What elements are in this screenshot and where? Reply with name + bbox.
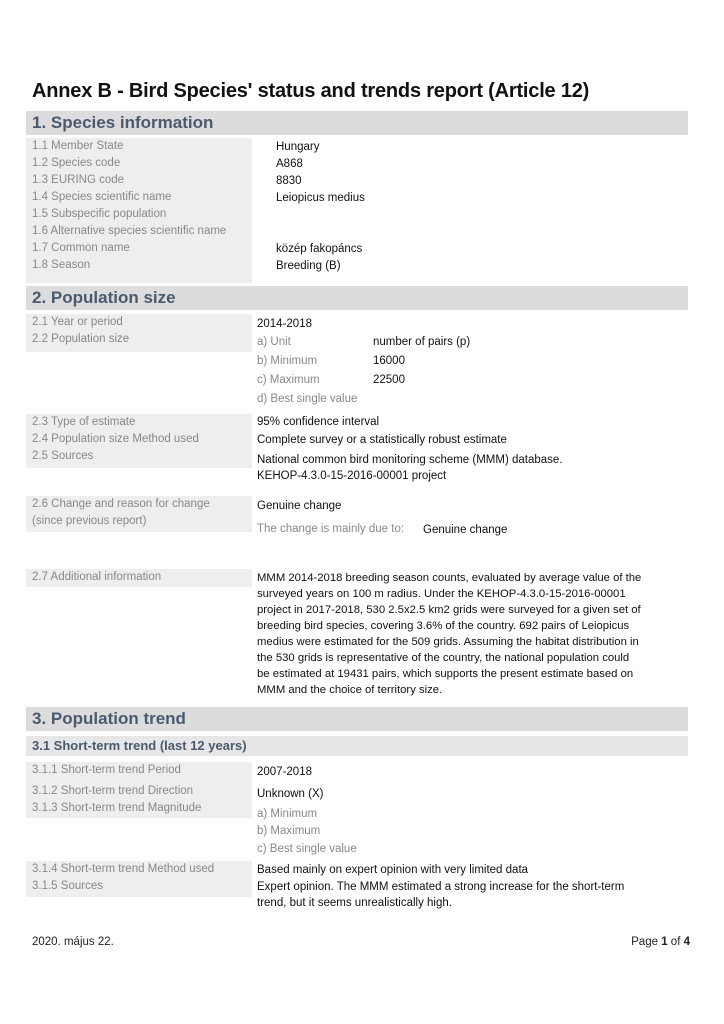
text-line: breeding bird species, covering 3.6% of the country. 692 pairs of Leiopicus	[257, 620, 630, 632]
member-state-value: Hungary	[276, 141, 320, 153]
reason-value: Genuine change	[423, 524, 508, 536]
text-line: the 530 grids is representative of the country, the national population could	[257, 652, 630, 664]
text-line: be estimated at 19431 pairs, which supports the present estimate based on	[257, 668, 634, 680]
row-label: 1.4 Species scientific name	[32, 191, 172, 203]
magnitude-min-label: a) Minimum	[257, 808, 318, 820]
text-line: project in 2017-2018, 530 2.5x2.5 km2 grids were surveyed for a given set of	[257, 604, 641, 616]
section-population-size	[26, 286, 688, 310]
sources-value: KEHOP-4.3.0-15-2016-00001 project	[257, 470, 447, 482]
row-label: 1.6 Alternative species scientific name	[32, 225, 227, 237]
label-block	[26, 414, 252, 468]
text-line: medius were estimated for the 509 grids. Assuming the habitat distribution in	[257, 636, 639, 648]
trend-period-value: 2007-2018	[257, 766, 312, 778]
text-line: MMM and the choice of territory size.	[257, 684, 443, 696]
section-heading: 2. Population size	[32, 288, 176, 307]
row-label: 2.7 Additional information	[32, 571, 162, 583]
minimum-label: b) Minimum	[257, 355, 318, 367]
section-species-information	[26, 111, 688, 135]
row-label: 2.4 Population size Method used	[32, 433, 199, 445]
page-current: 1	[661, 936, 668, 948]
row-label: (since previous report)	[32, 515, 147, 527]
row-label: 2.3 Type of estimate	[32, 416, 136, 428]
maximum-label: c) Maximum	[257, 374, 320, 386]
text-line: surveyed years on 100 m radius. Under the KEHOP-4.3.0-15-2016-00001	[257, 588, 626, 600]
change-value: Genuine change	[257, 500, 342, 512]
page-prefix: Page	[631, 936, 662, 948]
common-name-value: közép fakopáncs	[276, 243, 363, 255]
label-block	[26, 569, 252, 587]
estimate-type-value: 95% confidence interval	[257, 416, 380, 428]
label-column	[26, 138, 252, 283]
alt-name-value	[276, 224, 365, 241]
subsection-heading: 3.1 Short-term trend (last 12 years)	[32, 738, 247, 753]
unit-value: number of pairs (p)	[373, 336, 471, 348]
sources-value: National common bird monitoring scheme (MMM) database.	[257, 454, 563, 466]
value-column	[276, 139, 365, 275]
footer-date: 2020. május 22.	[32, 936, 114, 948]
magnitude-best-label: c) Best single value	[257, 843, 357, 855]
row-label: 2.5 Sources	[32, 450, 94, 462]
maximum-value: 22500	[373, 374, 405, 386]
label-block	[26, 762, 252, 818]
row-label: 1.8 Season	[32, 259, 91, 271]
row-label: 1.7 Common name	[32, 242, 130, 254]
scientific-name-value: Leiopicus medius	[276, 192, 365, 204]
row-label: 1.2 Species code	[32, 157, 121, 169]
season-value: Breeding (B)	[276, 260, 341, 272]
label-block	[26, 861, 252, 897]
year-value: 2014-2018	[257, 318, 312, 330]
trend-sources-value: Expert opinion. The MMM estimated a strong increase for the short-term	[257, 881, 625, 893]
page-of: of	[667, 936, 684, 948]
method-value: Complete survey or a statistically robust estimate	[257, 434, 507, 446]
additional-information-text	[257, 570, 689, 698]
row-label: 1.1 Member State	[32, 140, 124, 152]
species-code-value: A868	[276, 158, 303, 170]
subsection-short-term-trend	[26, 736, 688, 756]
euring-code-value: 8830	[276, 175, 302, 187]
trend-sources-value: trend, but it seems unrealistically high.	[257, 897, 452, 909]
section-heading: 3. Population trend	[32, 709, 186, 728]
section-heading: 1. Species information	[32, 113, 214, 132]
page-total: 4	[683, 936, 690, 948]
row-label: 1.5 Subspecific population	[32, 208, 167, 220]
row-label: 2.2 Population size	[32, 333, 130, 345]
row-label: 3.1.5 Sources	[32, 880, 103, 892]
row-label: 2.6 Change and reason for change	[32, 498, 210, 510]
row-label: 2.1 Year or period	[32, 316, 123, 328]
text-line: MMM 2014-2018 breeding season counts, evaluated by average value of the	[257, 572, 642, 584]
trend-method-value: Based mainly on expert opinion with very limited data	[257, 864, 529, 876]
row-label: 3.1.4 Short-term trend Method used	[32, 863, 215, 875]
label-block	[26, 496, 252, 532]
row-label: 1.3 EURING code	[32, 174, 125, 186]
magnitude-max-label: b) Maximum	[257, 825, 321, 837]
page-number	[631, 936, 690, 948]
row-label: 3.1.1 Short-term trend Period	[32, 764, 181, 776]
label-block	[26, 314, 252, 352]
subspecific-value	[276, 207, 365, 224]
row-label: 3.1.2 Short-term trend Direction	[32, 785, 194, 797]
reason-label: The change is mainly due to:	[257, 523, 405, 535]
trend-direction-value: Unknown (X)	[257, 788, 324, 800]
document-title: Annex B - Bird Species' status and trends report (Article 12)	[32, 80, 590, 102]
unit-label: a) Unit	[257, 336, 291, 348]
row-label: 3.1.3 Short-term trend Magnitude	[32, 802, 202, 814]
section-population-trend	[26, 707, 688, 731]
best-value-label: d) Best single value	[257, 393, 358, 405]
minimum-value: 16000	[373, 355, 405, 367]
